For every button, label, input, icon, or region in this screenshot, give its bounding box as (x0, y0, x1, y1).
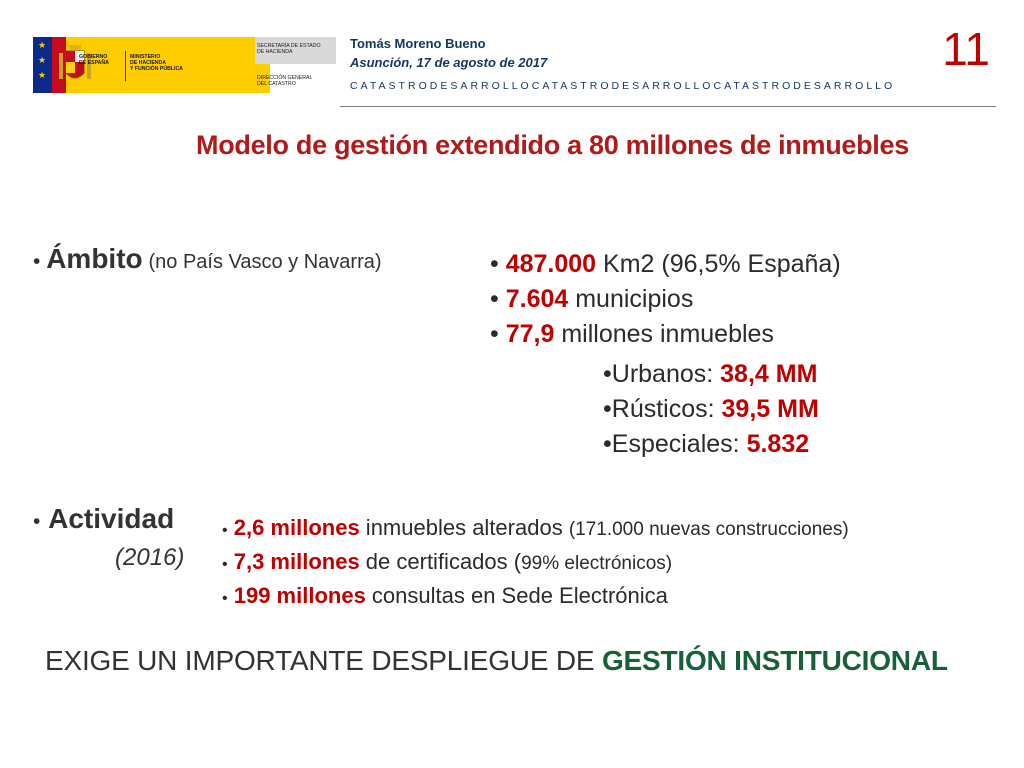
list-item (222, 580, 849, 614)
bullet-dot: • (222, 590, 228, 607)
actividad-label: Actividad (48, 503, 175, 534)
stat-value: 77,9 (505, 320, 555, 348)
activity-text: de certificados ( (359, 549, 522, 574)
activity-text: consultas en Sede Electrónica (365, 583, 668, 608)
type-value: 5.832 (746, 430, 810, 458)
bullet-dot: • (222, 556, 228, 573)
activity-value: 199 millones (233, 583, 366, 608)
presentation-date: Asunción, 17 de agosto de 2017 (350, 55, 548, 70)
header-divider (340, 106, 996, 107)
property-types-list (603, 357, 819, 462)
stat-text: Km2 (96,5% España) (596, 250, 841, 278)
bullet-dot: • (33, 250, 41, 273)
bullet-dot: • (603, 360, 612, 388)
actividad-bullet (33, 503, 174, 535)
type-value: 39,5 MM (721, 395, 819, 423)
bullet-dot: • (490, 285, 499, 313)
ambito-bullet (33, 243, 382, 275)
stat-value: 7.604 (505, 285, 569, 313)
logo-divider (125, 51, 126, 81)
bullet-dot: • (490, 320, 499, 348)
activity-text: inmuebles alterados (359, 515, 569, 540)
bullet-dot: • (603, 430, 612, 458)
author-name: Tomás Moreno Bueno (350, 36, 486, 51)
ambito-label: Ámbito (46, 243, 143, 274)
stat-text: millones inmuebles (554, 320, 774, 348)
stat-value: 487.000 (505, 250, 597, 278)
ambito-stats-list (490, 247, 841, 352)
activity-value: 7,3 millones (233, 549, 360, 574)
activity-note: 99% electrónicos) (521, 553, 673, 574)
logo-secretaria-text: SECRETARÍA DE ESTADO DE HACIENDA (257, 43, 321, 56)
logo-gobierno-text: GOBIERNO DE ESPAÑA (79, 54, 109, 67)
actividad-year: (2016) (115, 544, 185, 571)
type-label: Especiales: (611, 430, 747, 458)
ambito-note: (no País Vasco y Navarra) (148, 251, 382, 273)
logo-ministerio-text: MINISTERIO DE HACIENDA Y FUNCIÓN PÚBLICA (130, 54, 183, 73)
list-item (222, 546, 849, 580)
type-label: Urbanos: (611, 360, 721, 388)
catastro-ticker: CATASTRODESARROLLOCATASTRODESARROLLOCATASTRODESARROLLO (350, 80, 896, 92)
list-item (490, 282, 841, 317)
list-item (603, 427, 819, 462)
slide-title: Modelo de gestión extendido a 80 millones de inmuebles (196, 130, 909, 160)
list-item (490, 247, 841, 282)
bullet-dot: • (490, 250, 499, 278)
stat-text: municipios (568, 285, 694, 313)
government-logo (33, 37, 336, 93)
bullet-dot: • (33, 510, 41, 533)
closing-statement-prefix: EXIGE UN IMPORTANTE DESPLIEGUE DE (45, 645, 602, 676)
list-item (603, 392, 819, 427)
list-item (222, 512, 849, 546)
bullet-dot: • (603, 395, 612, 423)
eu-flag-icon: ★ ★ ★ (33, 37, 52, 93)
slide-number: 11 (942, 23, 990, 75)
activities-list (222, 512, 849, 614)
type-value: 38,4 MM (720, 360, 818, 388)
logo-direccion-text: DIRECCIÓN GENERAL DEL CATASTRO (257, 75, 313, 88)
list-item (490, 317, 841, 352)
activity-value: 2,6 millones (233, 515, 360, 540)
closing-statement (45, 645, 948, 677)
activity-note: (171.000 nuevas construcciones) (568, 519, 849, 540)
list-item (603, 357, 819, 392)
type-label: Rústicos: (611, 395, 722, 423)
bullet-dot: • (222, 522, 228, 539)
closing-statement-emphasis: GESTIÓN INSTITUCIONAL (601, 645, 948, 676)
